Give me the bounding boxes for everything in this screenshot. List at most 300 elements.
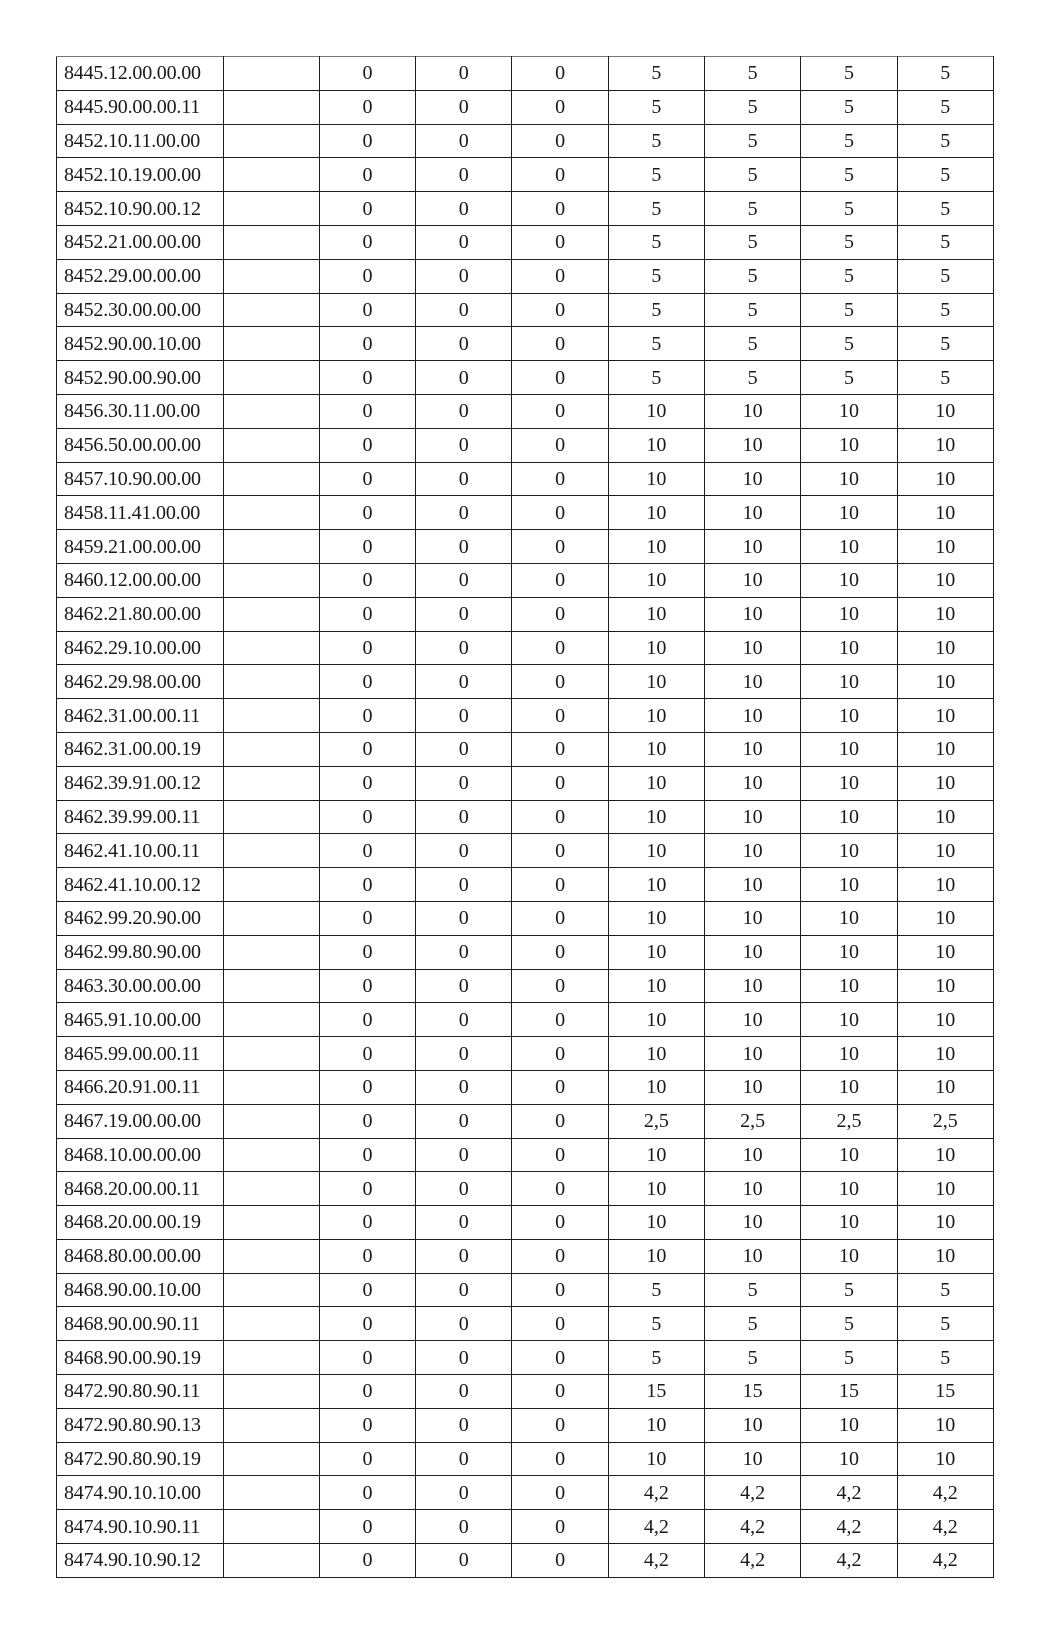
rate-cell: 10 [705,530,801,564]
tariff-code-cell: 8474.90.10.10.00 [57,1476,224,1510]
empty-cell [223,1037,319,1071]
rate-cell: 10 [608,1206,704,1240]
empty-cell [223,192,319,226]
rate-cell: 0 [416,665,512,699]
table-row [57,1442,994,1476]
table-row [57,1070,994,1104]
empty-cell [223,1341,319,1375]
rate-cell: 10 [801,732,897,766]
rate-cell: 10 [705,1003,801,1037]
rate-cell: 0 [416,1037,512,1071]
rate-cell: 10 [897,732,993,766]
rate-cell: 0 [512,1510,608,1544]
tariff-code-cell: 8445.90.00.00.11 [57,90,224,124]
rate-cell: 0 [319,293,415,327]
rate-cell: 0 [512,901,608,935]
rate-cell: 4,2 [608,1510,704,1544]
rate-cell: 0 [512,631,608,665]
rate-cell: 2,5 [608,1104,704,1138]
empty-cell [223,293,319,327]
rate-cell: 5 [608,1307,704,1341]
tariff-code-cell: 8474.90.10.90.11 [57,1510,224,1544]
rate-cell: 10 [705,969,801,1003]
rate-cell: 10 [705,462,801,496]
empty-cell [223,1307,319,1341]
rate-cell: 0 [319,1476,415,1510]
empty-cell [223,732,319,766]
empty-cell [223,124,319,158]
empty-cell [223,327,319,361]
rate-cell: 5 [608,1273,704,1307]
rate-cell: 0 [416,124,512,158]
tariff-code-cell: 8468.20.00.00.11 [57,1172,224,1206]
rate-cell: 5 [705,293,801,327]
rate-cell: 10 [801,394,897,428]
table-body [57,57,994,1578]
empty-cell [223,800,319,834]
empty-cell [223,1070,319,1104]
empty-cell [223,259,319,293]
rate-cell: 0 [319,800,415,834]
rate-cell: 0 [512,800,608,834]
rate-cell: 10 [608,935,704,969]
table-row [57,1544,994,1578]
empty-cell [223,530,319,564]
empty-cell [223,462,319,496]
tariff-code-cell: 8462.41.10.00.11 [57,834,224,868]
rate-cell: 5 [608,225,704,259]
rate-cell: 5 [801,259,897,293]
rate-cell: 4,2 [897,1510,993,1544]
table-row [57,90,994,124]
rate-cell: 0 [416,1307,512,1341]
table-row [57,530,994,564]
rate-cell: 0 [512,158,608,192]
rate-cell: 10 [897,462,993,496]
tariff-code-cell: 8460.12.00.00.00 [57,563,224,597]
rate-cell: 10 [801,1037,897,1071]
tariff-code-cell: 8462.31.00.00.19 [57,732,224,766]
empty-cell [223,158,319,192]
empty-cell [223,1476,319,1510]
rate-cell: 2,5 [705,1104,801,1138]
rate-cell: 0 [319,766,415,800]
rate-cell: 10 [897,800,993,834]
rate-cell: 0 [416,1003,512,1037]
tariff-code-cell: 8468.90.00.10.00 [57,1273,224,1307]
tariff-code-cell: 8456.50.00.00.00 [57,428,224,462]
rate-cell: 0 [512,293,608,327]
table-row [57,597,994,631]
rate-cell: 5 [608,124,704,158]
rate-cell: 10 [608,969,704,1003]
rate-cell: 5 [801,1307,897,1341]
empty-cell [223,563,319,597]
empty-cell [223,969,319,1003]
rate-cell: 0 [512,563,608,597]
tariff-code-cell: 8462.41.10.00.12 [57,868,224,902]
rate-cell: 0 [416,1070,512,1104]
rate-cell: 10 [801,563,897,597]
rate-cell: 0 [512,496,608,530]
rate-cell: 0 [319,1206,415,1240]
rate-cell: 10 [705,665,801,699]
rate-cell: 15 [897,1375,993,1409]
rate-cell: 0 [416,1172,512,1206]
rate-cell: 10 [801,1003,897,1037]
rate-cell: 0 [416,969,512,1003]
rate-cell: 4,2 [608,1476,704,1510]
empty-cell [223,631,319,665]
rate-cell: 0 [512,868,608,902]
rate-cell: 10 [801,665,897,699]
rate-cell: 10 [897,394,993,428]
rate-cell: 10 [705,394,801,428]
tariff-code-cell: 8452.90.00.90.00 [57,361,224,395]
rate-cell: 0 [319,327,415,361]
empty-cell [223,1273,319,1307]
rate-cell: 5 [705,57,801,91]
rate-cell: 5 [801,1341,897,1375]
rate-cell: 0 [319,699,415,733]
rate-cell: 5 [801,225,897,259]
rate-cell: 0 [416,1510,512,1544]
table-row [57,1273,994,1307]
rate-cell: 10 [608,462,704,496]
empty-cell [223,57,319,91]
rate-cell: 0 [319,1104,415,1138]
rate-cell: 0 [416,868,512,902]
rate-cell: 10 [801,496,897,530]
tariff-code-cell: 8468.80.00.00.00 [57,1239,224,1273]
rate-cell: 0 [512,1408,608,1442]
empty-cell [223,1003,319,1037]
empty-cell [223,1138,319,1172]
rate-cell: 10 [608,563,704,597]
empty-cell [223,1239,319,1273]
empty-cell [223,428,319,462]
rate-cell: 4,2 [897,1544,993,1578]
rate-cell: 10 [705,1408,801,1442]
rate-cell: 0 [319,597,415,631]
rate-cell: 0 [512,969,608,1003]
rate-cell: 10 [608,530,704,564]
rate-cell: 10 [608,1037,704,1071]
tariff-code-cell: 8452.10.19.00.00 [57,158,224,192]
rate-cell: 10 [705,1138,801,1172]
tariff-code-cell: 8462.29.98.00.00 [57,665,224,699]
rate-cell: 10 [705,1070,801,1104]
rate-cell: 5 [801,192,897,226]
table-row [57,1408,994,1442]
rate-cell: 10 [705,766,801,800]
rate-cell: 10 [608,1172,704,1206]
rate-cell: 5 [897,327,993,361]
rate-cell: 10 [897,766,993,800]
rate-cell: 0 [416,1442,512,1476]
rate-cell: 10 [897,699,993,733]
tariff-code-cell: 8462.39.99.00.11 [57,800,224,834]
rate-cell: 4,2 [705,1510,801,1544]
rate-cell: 0 [512,834,608,868]
rate-cell: 10 [897,1003,993,1037]
empty-cell [223,597,319,631]
rate-cell: 0 [512,530,608,564]
table-row [57,327,994,361]
rate-cell: 5 [801,361,897,395]
rate-cell: 0 [319,259,415,293]
table-row [57,1239,994,1273]
rate-cell: 0 [512,935,608,969]
rate-cell: 10 [801,901,897,935]
tariff-code-cell: 8457.10.90.00.00 [57,462,224,496]
rate-cell: 0 [319,1273,415,1307]
rate-cell: 10 [608,732,704,766]
table-row [57,124,994,158]
rate-cell: 10 [705,834,801,868]
empty-cell [223,1206,319,1240]
rate-cell: 0 [319,1037,415,1071]
rate-cell: 0 [319,394,415,428]
rate-cell: 0 [416,834,512,868]
rate-cell: 10 [801,1239,897,1273]
rate-cell: 5 [897,158,993,192]
rate-cell: 0 [319,1510,415,1544]
empty-cell [223,1375,319,1409]
rate-cell: 0 [416,766,512,800]
rate-cell: 10 [705,1037,801,1071]
rate-cell: 15 [705,1375,801,1409]
rate-cell: 5 [608,192,704,226]
table-row [57,699,994,733]
rate-cell: 0 [319,1408,415,1442]
table-row [57,1003,994,1037]
rate-cell: 10 [705,1172,801,1206]
rate-cell: 0 [319,834,415,868]
rate-cell: 10 [608,1408,704,1442]
tariff-code-cell: 8452.10.11.00.00 [57,124,224,158]
rate-cell: 10 [801,834,897,868]
rate-cell: 10 [897,1172,993,1206]
rate-cell: 10 [897,1138,993,1172]
rate-cell: 10 [608,597,704,631]
rate-cell: 0 [319,428,415,462]
rate-cell: 5 [801,293,897,327]
rate-cell: 5 [705,327,801,361]
rate-cell: 10 [705,1239,801,1273]
rate-cell: 5 [705,1307,801,1341]
tariff-code-cell: 8472.90.80.90.13 [57,1408,224,1442]
rate-cell: 0 [512,699,608,733]
rate-cell: 10 [608,496,704,530]
table-row [57,868,994,902]
rate-cell: 10 [801,1172,897,1206]
table-row [57,1104,994,1138]
rate-cell: 0 [512,1273,608,1307]
rate-cell: 0 [319,1239,415,1273]
rate-cell: 5 [897,361,993,395]
tariff-rate-table [56,56,994,1578]
rate-cell: 5 [608,1341,704,1375]
empty-cell [223,361,319,395]
tariff-code-cell: 8445.12.00.00.00 [57,57,224,91]
rate-cell: 0 [512,192,608,226]
rate-cell: 10 [897,1037,993,1071]
rate-cell: 0 [319,935,415,969]
rate-cell: 5 [705,158,801,192]
rate-cell: 10 [801,868,897,902]
table-row [57,766,994,800]
rate-cell: 0 [416,935,512,969]
rate-cell: 10 [705,800,801,834]
rate-cell: 0 [319,969,415,1003]
rate-cell: 0 [319,225,415,259]
rate-cell: 0 [319,530,415,564]
rate-cell: 0 [416,327,512,361]
tariff-code-cell: 8468.90.00.90.11 [57,1307,224,1341]
rate-cell: 10 [801,1408,897,1442]
rate-cell: 5 [897,259,993,293]
rate-cell: 10 [705,496,801,530]
rate-cell: 10 [897,631,993,665]
rate-cell: 0 [416,428,512,462]
empty-cell [223,1104,319,1138]
rate-cell: 10 [705,1206,801,1240]
rate-cell: 5 [608,361,704,395]
rate-cell: 5 [801,90,897,124]
tariff-code-cell: 8462.39.91.00.12 [57,766,224,800]
rate-cell: 0 [512,1003,608,1037]
rate-cell: 0 [416,462,512,496]
rate-cell: 0 [512,462,608,496]
rate-cell: 0 [512,394,608,428]
rate-cell: 2,5 [897,1104,993,1138]
tariff-code-cell: 8459.21.00.00.00 [57,530,224,564]
tariff-code-cell: 8462.29.10.00.00 [57,631,224,665]
rate-cell: 0 [319,1138,415,1172]
table-row [57,665,994,699]
rate-cell: 0 [512,327,608,361]
tariff-code-cell: 8468.90.00.90.19 [57,1341,224,1375]
rate-cell: 10 [608,766,704,800]
rate-cell: 0 [512,665,608,699]
table-row [57,800,994,834]
rate-cell: 0 [512,361,608,395]
rate-cell: 10 [801,766,897,800]
rate-cell: 10 [608,665,704,699]
rate-cell: 4,2 [897,1476,993,1510]
empty-cell [223,1172,319,1206]
rate-cell: 0 [319,496,415,530]
rate-cell: 0 [416,800,512,834]
table-row [57,563,994,597]
rate-cell: 10 [801,699,897,733]
rate-cell: 0 [512,1544,608,1578]
rate-cell: 0 [319,124,415,158]
rate-cell: 5 [705,1341,801,1375]
rate-cell: 10 [608,901,704,935]
tariff-code-cell: 8465.91.10.00.00 [57,1003,224,1037]
rate-cell: 5 [801,57,897,91]
rate-cell: 10 [801,1138,897,1172]
rate-cell: 0 [319,1070,415,1104]
table-row [57,1138,994,1172]
rate-cell: 10 [705,868,801,902]
rate-cell: 5 [897,57,993,91]
rate-cell: 10 [608,868,704,902]
rate-cell: 10 [897,868,993,902]
rate-cell: 0 [319,462,415,496]
rate-cell: 4,2 [705,1544,801,1578]
rate-cell: 0 [512,1341,608,1375]
rate-cell: 15 [801,1375,897,1409]
rate-cell: 10 [801,428,897,462]
rate-cell: 10 [897,563,993,597]
rate-cell: 0 [512,225,608,259]
table-row [57,462,994,496]
rate-cell: 5 [801,1273,897,1307]
table-row [57,1476,994,1510]
rate-cell: 0 [416,1273,512,1307]
rate-cell: 0 [319,361,415,395]
rate-cell: 5 [608,158,704,192]
rate-cell: 10 [608,1239,704,1273]
rate-cell: 5 [608,57,704,91]
rate-cell: 5 [705,225,801,259]
rate-cell: 5 [705,124,801,158]
rate-cell: 5 [801,124,897,158]
empty-cell [223,496,319,530]
rate-cell: 4,2 [801,1476,897,1510]
rate-cell: 0 [319,732,415,766]
rate-cell: 0 [512,1037,608,1071]
rate-cell: 0 [416,530,512,564]
rate-cell: 0 [319,57,415,91]
rate-cell: 10 [897,1442,993,1476]
tariff-code-cell: 8468.20.00.00.19 [57,1206,224,1240]
empty-cell [223,394,319,428]
rate-cell: 0 [416,1375,512,1409]
empty-cell [223,90,319,124]
tariff-code-cell: 8467.19.00.00.00 [57,1104,224,1138]
empty-cell [223,901,319,935]
table-row [57,428,994,462]
tariff-code-cell: 8452.10.90.00.12 [57,192,224,226]
rate-cell: 10 [897,1408,993,1442]
rate-cell: 10 [801,530,897,564]
rate-cell: 10 [801,1442,897,1476]
table-row [57,901,994,935]
rate-cell: 0 [512,1070,608,1104]
rate-cell: 0 [512,259,608,293]
rate-cell: 10 [897,665,993,699]
rate-cell: 10 [897,935,993,969]
rate-cell: 5 [608,90,704,124]
rate-cell: 0 [512,1442,608,1476]
rate-cell: 10 [801,1206,897,1240]
rate-cell: 0 [416,631,512,665]
rate-cell: 10 [608,834,704,868]
tariff-code-cell: 8472.90.80.90.11 [57,1375,224,1409]
empty-cell [223,1442,319,1476]
rate-cell: 0 [416,597,512,631]
rate-cell: 0 [512,90,608,124]
rate-cell: 5 [897,90,993,124]
rate-cell: 0 [416,1544,512,1578]
rate-cell: 0 [319,1307,415,1341]
table-row [57,935,994,969]
tariff-code-cell: 8462.31.00.00.11 [57,699,224,733]
